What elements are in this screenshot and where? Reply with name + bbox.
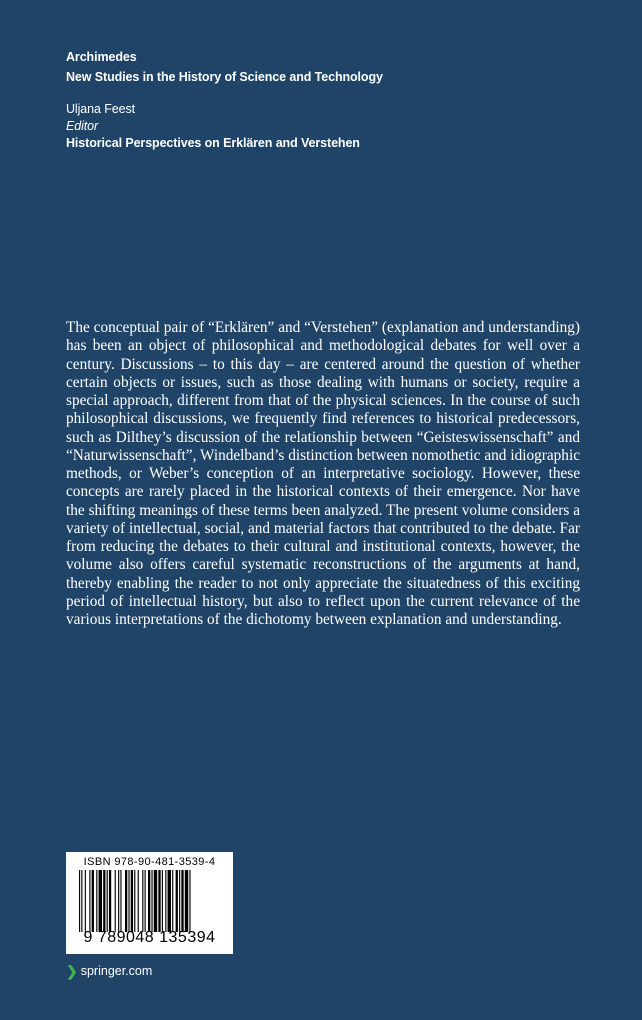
editor-name: Uljana Feest — [66, 102, 135, 116]
isbn-label: ISBN 978-90-481-3539-4 — [83, 856, 216, 868]
publisher-link[interactable] — [66, 963, 152, 979]
chevron-right-icon: ❯ — [66, 963, 78, 979]
editor-role: Editor — [66, 119, 99, 133]
barcode — [79, 870, 220, 932]
book-info — [66, 101, 360, 152]
barcode-digits: 9 789048 135394 — [83, 929, 216, 946]
publisher-site: springer.com — [80, 964, 153, 978]
isbn-barcode-box — [66, 852, 233, 954]
series-subtitle: New Studies in the History of Science and Technology — [66, 70, 383, 84]
book-title: Historical Perspectives on Erklären and Verstehen — [66, 136, 360, 150]
book-description: The conceptual pair of “Erklären” and “Verstehen” (explanation and understanding) has been an object of philosophical and methodological debates for well over a century. Discussions – to this day – are centered around the question of whether certain objects or issues, such as those dealing with humans or society, require a special approach, different from that of the physical sciences. In the course of such philosophical discussions, we frequently find references to historical predecessors, such as Dilthey’s discussion of the relationship between “Geisteswissenschaft” and “Naturwissenschaft”, Windelband’s distinction between nomothetic and idiographic methods, or Weber’s conception of an interpretative sociology. However, these concepts are rarely placed in the historical contexts of their emergence. Nor have the shifting meanings of these terms been analyzed. The present volume considers a variety of intellectual, social, and material factors that contributed to the debate. Far from reducing the debates to their cultural and institutional contexts, however, the volume also offers careful systematic reconstructions of the arguments at hand, thereby enabling the reader to not only appreciate the situatedness of this exciting period of intellectual history, but also to reflect upon the current relevance of the various interpretations of the dichotomy between explanation and understanding. — [66, 319, 580, 628]
series-block — [66, 47, 383, 87]
series-name: Archimedes — [66, 50, 137, 64]
